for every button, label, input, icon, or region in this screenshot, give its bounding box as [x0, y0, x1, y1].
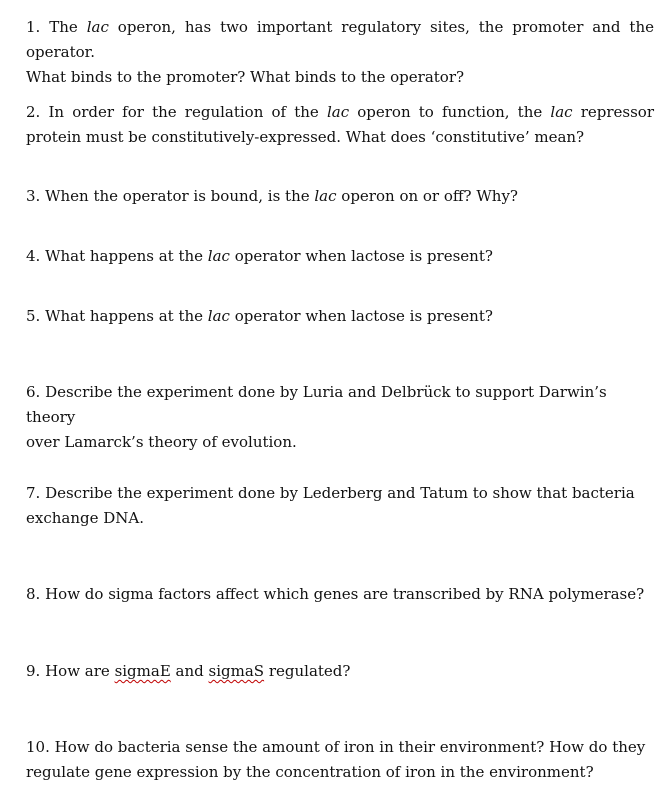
question-8 [26, 582, 654, 607]
question-7-text: exchange DNA. [26, 509, 145, 527]
lac-term: lac [550, 103, 573, 121]
question-9-text: regulated? [264, 662, 351, 680]
question-1-text: What binds to the promoter? What binds to the operator? [26, 68, 465, 86]
question-1-text: 1. The [26, 18, 87, 36]
question-6-text: over Lamarck’s theory of evolution. [26, 433, 297, 451]
question-9-text: 9. How are [26, 662, 115, 680]
spellcheck-term: sigmaE [114, 662, 171, 680]
question-9 [26, 659, 654, 684]
lac-term: lac [326, 103, 350, 121]
question-1-text: operon, has two important regulatory sites, the promoter and the operator. [26, 18, 655, 61]
question-6 [26, 380, 654, 455]
lac-term: lac [314, 187, 337, 205]
question-4-text: 4. What happens at the [26, 247, 208, 265]
question-8-text: 8. How do sigma factors affect which genes are transcribed by RNA polymerase? [26, 585, 645, 603]
question-6-text: 6. Describe the experiment done by Luria and Delbrück to support Darwin’s theory [26, 383, 607, 426]
question-7-text: 7. Describe the experiment done by Lederberg and Tatum to show that bacteria [26, 484, 635, 502]
question-5-text: operator when lactose is present? [229, 307, 493, 325]
question-4-text: operator when lactose is present? [229, 247, 493, 265]
question-2-text: repressor protein must be constitutively-expressed. What does ‘constitutive’ mean? [26, 103, 654, 146]
question-5-text: 5. What happens at the [26, 307, 208, 325]
question-10 [26, 735, 654, 785]
question-2-text: 2. In order for the regulation of the [26, 103, 327, 121]
question-3 [26, 184, 654, 209]
lac-term: lac [86, 18, 109, 36]
question-1 [26, 15, 654, 90]
question-10-text: 10. How do bacteria sense the amount of iron in their environment? How do they [26, 738, 646, 756]
lac-term: lac [207, 307, 230, 325]
question-3-text: 3. When the operator is bound, is the [26, 187, 315, 205]
question-2-text: operon to function, the [349, 103, 551, 121]
lac-term: lac [207, 247, 230, 265]
question-3-text: operon on or off? Why? [336, 187, 518, 205]
question-2 [26, 100, 654, 150]
question-10-text: regulate gene expression by the concentration of iron in the environment? [26, 763, 594, 781]
question-9-text: and [170, 662, 209, 680]
spellcheck-term: sigmaS [208, 662, 265, 680]
question-4 [26, 244, 654, 269]
question-5 [26, 304, 654, 329]
question-7 [26, 481, 654, 531]
